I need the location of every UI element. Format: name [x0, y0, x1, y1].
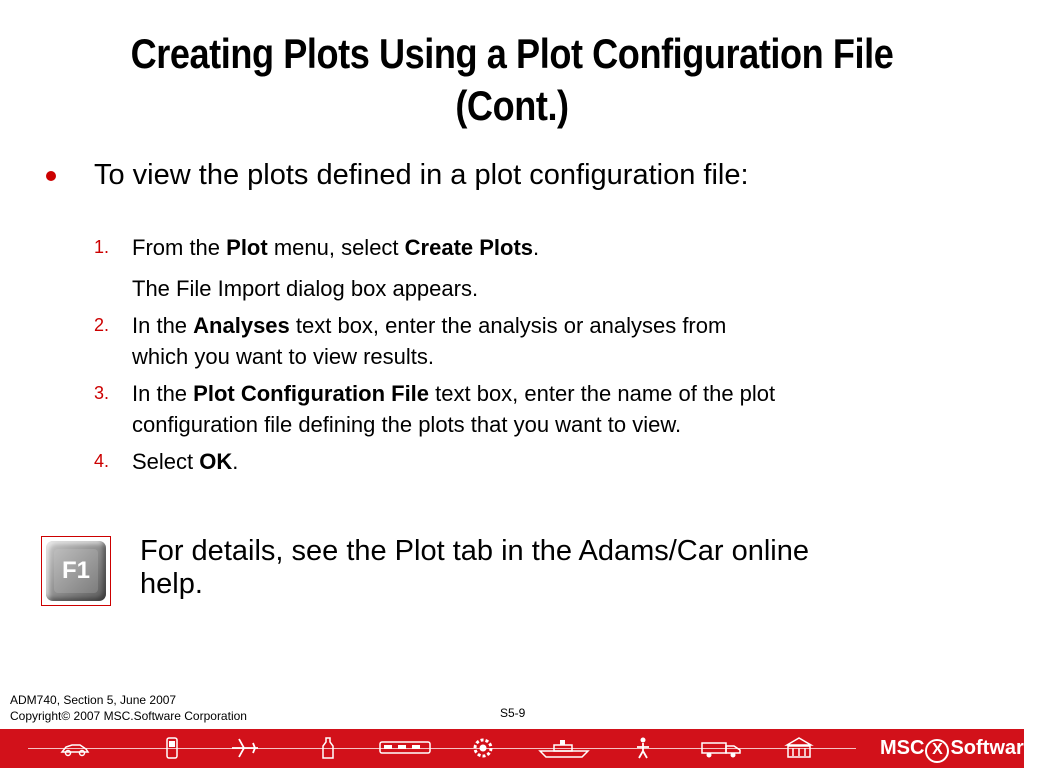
help-note [140, 535, 960, 601]
step-line [132, 232, 994, 263]
page-title [89, 28, 935, 132]
car-icon [60, 736, 90, 760]
step-text: . [533, 235, 540, 260]
truck-icon [700, 736, 742, 760]
step-text: text box, enter the name of the plot [429, 381, 776, 406]
footer-copyright [10, 708, 247, 724]
step-text: text box, enter the analysis or analyses from [289, 313, 727, 338]
step-bold-term: Plot Configuration File [193, 381, 430, 406]
gear-icon [468, 736, 498, 760]
step-line-continued: configuration file defining the plots that you want to view. [132, 412, 682, 437]
copyright-symbol: © [61, 709, 71, 723]
msc-software-logo [880, 736, 1042, 763]
step-line [132, 378, 994, 409]
bottle-icon [313, 736, 343, 760]
step-line [132, 446, 994, 477]
step-bold-term: OK [199, 449, 233, 474]
key-label: F1 [54, 549, 98, 593]
step-bold-term: Plot [226, 235, 268, 260]
footer-bar [0, 729, 1042, 768]
step-1 [94, 232, 994, 304]
step-number: 3. [94, 383, 110, 403]
phone-icon [157, 736, 187, 760]
f1-key-icon [41, 536, 111, 606]
step-number: 2. [94, 315, 110, 335]
key-cap [46, 541, 106, 601]
step-text: In the [132, 313, 194, 338]
help-line-1: For details, see the Plot tab in the Adams/Car online [140, 535, 809, 567]
logo-text-software: Software [950, 737, 1035, 759]
step-bold-term: Analyses [193, 313, 290, 338]
bullet-text: To view the plots defined in a plot configuration file: [94, 159, 749, 191]
copyright-text: 2007 MSC.Software Corporation [70, 709, 247, 723]
building-icon [784, 736, 814, 760]
title-line-1: Creating Plots Using a Plot Configuration File [130, 30, 894, 77]
step-number: 1. [94, 237, 110, 257]
logo-x-mark: X [925, 739, 949, 763]
step-line-continued: which you want to view results. [132, 344, 435, 369]
person-icon [628, 736, 658, 760]
step-note: The File Import dialog box appears. [132, 276, 479, 301]
step-text: From the [132, 235, 227, 260]
step-text: In the [132, 381, 194, 406]
logo-registered-mark: ® [1034, 743, 1042, 753]
page-number: S5-9 [500, 706, 526, 720]
step-number: 4. [94, 451, 110, 471]
step-bold-term: Create Plots [404, 235, 534, 260]
steps-list [94, 232, 994, 483]
copyright-word: Copyright [10, 709, 62, 723]
help-line-2: help. [140, 568, 203, 600]
airplane-icon [230, 736, 260, 760]
logo-text-msc: MSC [880, 737, 925, 759]
step-text: . [232, 449, 239, 474]
title-line-2: (Cont.) [455, 82, 569, 129]
ship-icon [538, 736, 590, 760]
step-3 [94, 378, 994, 440]
train-icon [378, 736, 432, 760]
step-text: menu, select [267, 235, 405, 260]
step-line [132, 310, 994, 341]
footer-course: ADM740, Section 5, June 2007 [10, 693, 177, 707]
step-text: Select [132, 449, 200, 474]
step-4 [94, 446, 994, 477]
step-2 [94, 310, 994, 372]
footer-info [10, 692, 247, 724]
bullet-dot-icon [46, 171, 56, 181]
